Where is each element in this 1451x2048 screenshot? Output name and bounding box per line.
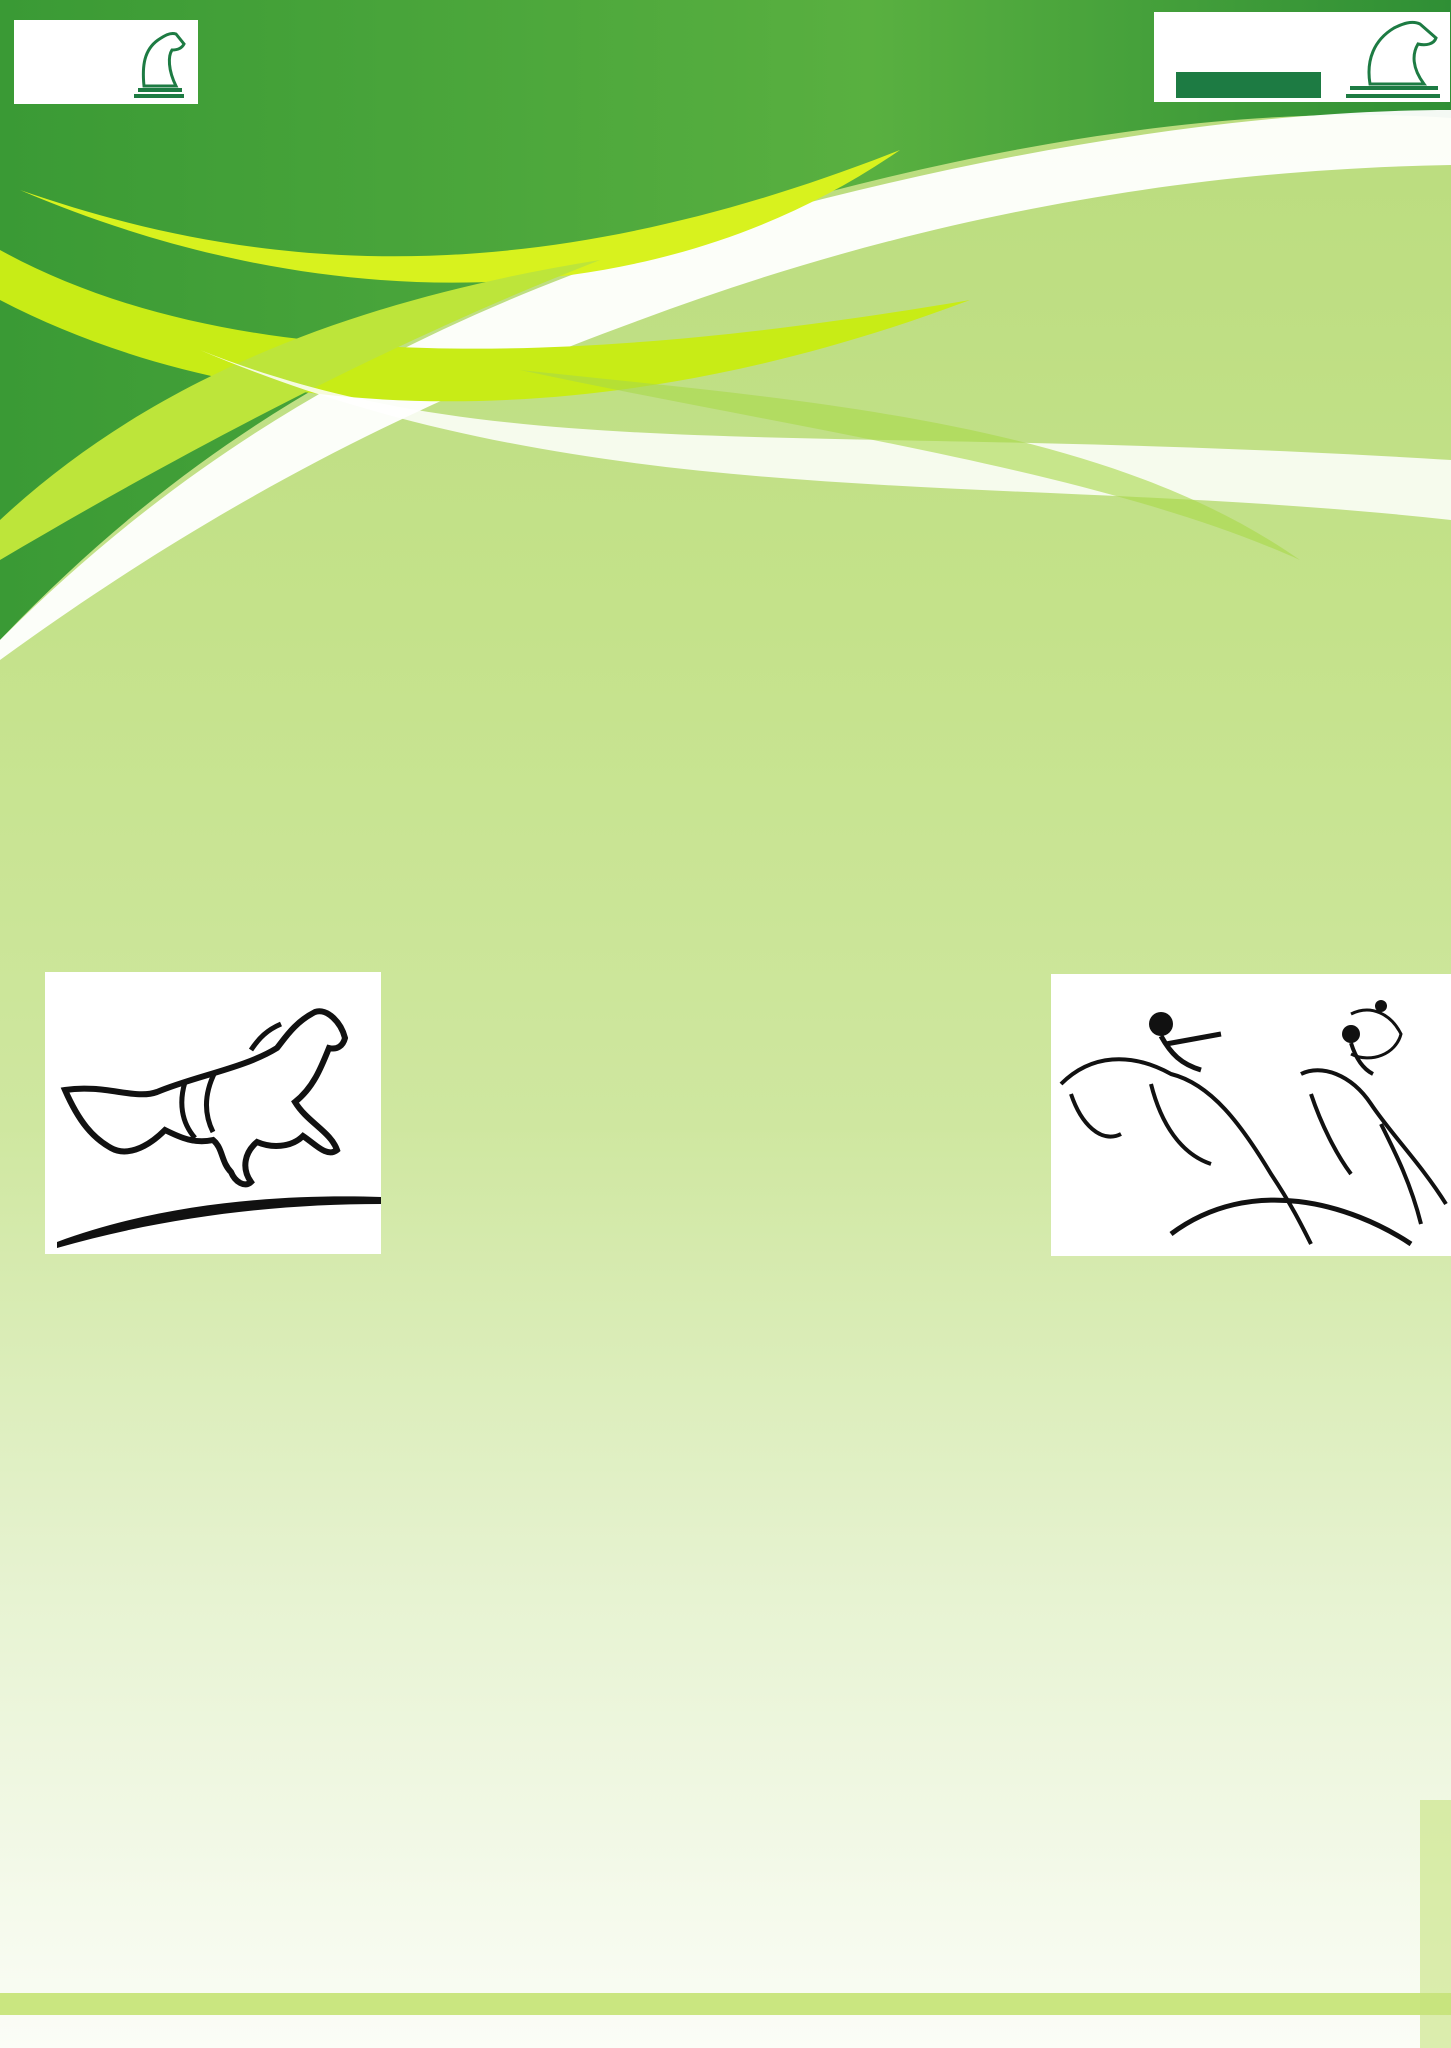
jumping-horse-illustration — [45, 972, 381, 1254]
airc-logo-left — [14, 20, 198, 104]
horse-head-icon — [1340, 16, 1444, 100]
horse-head-icon — [124, 26, 194, 100]
riders-image — [1051, 974, 1451, 1256]
airc-west-logo — [1154, 12, 1450, 102]
logo-right-subtitle — [1176, 72, 1321, 98]
jumping-horse-image — [45, 972, 381, 1254]
riders-illustration — [1051, 974, 1451, 1256]
